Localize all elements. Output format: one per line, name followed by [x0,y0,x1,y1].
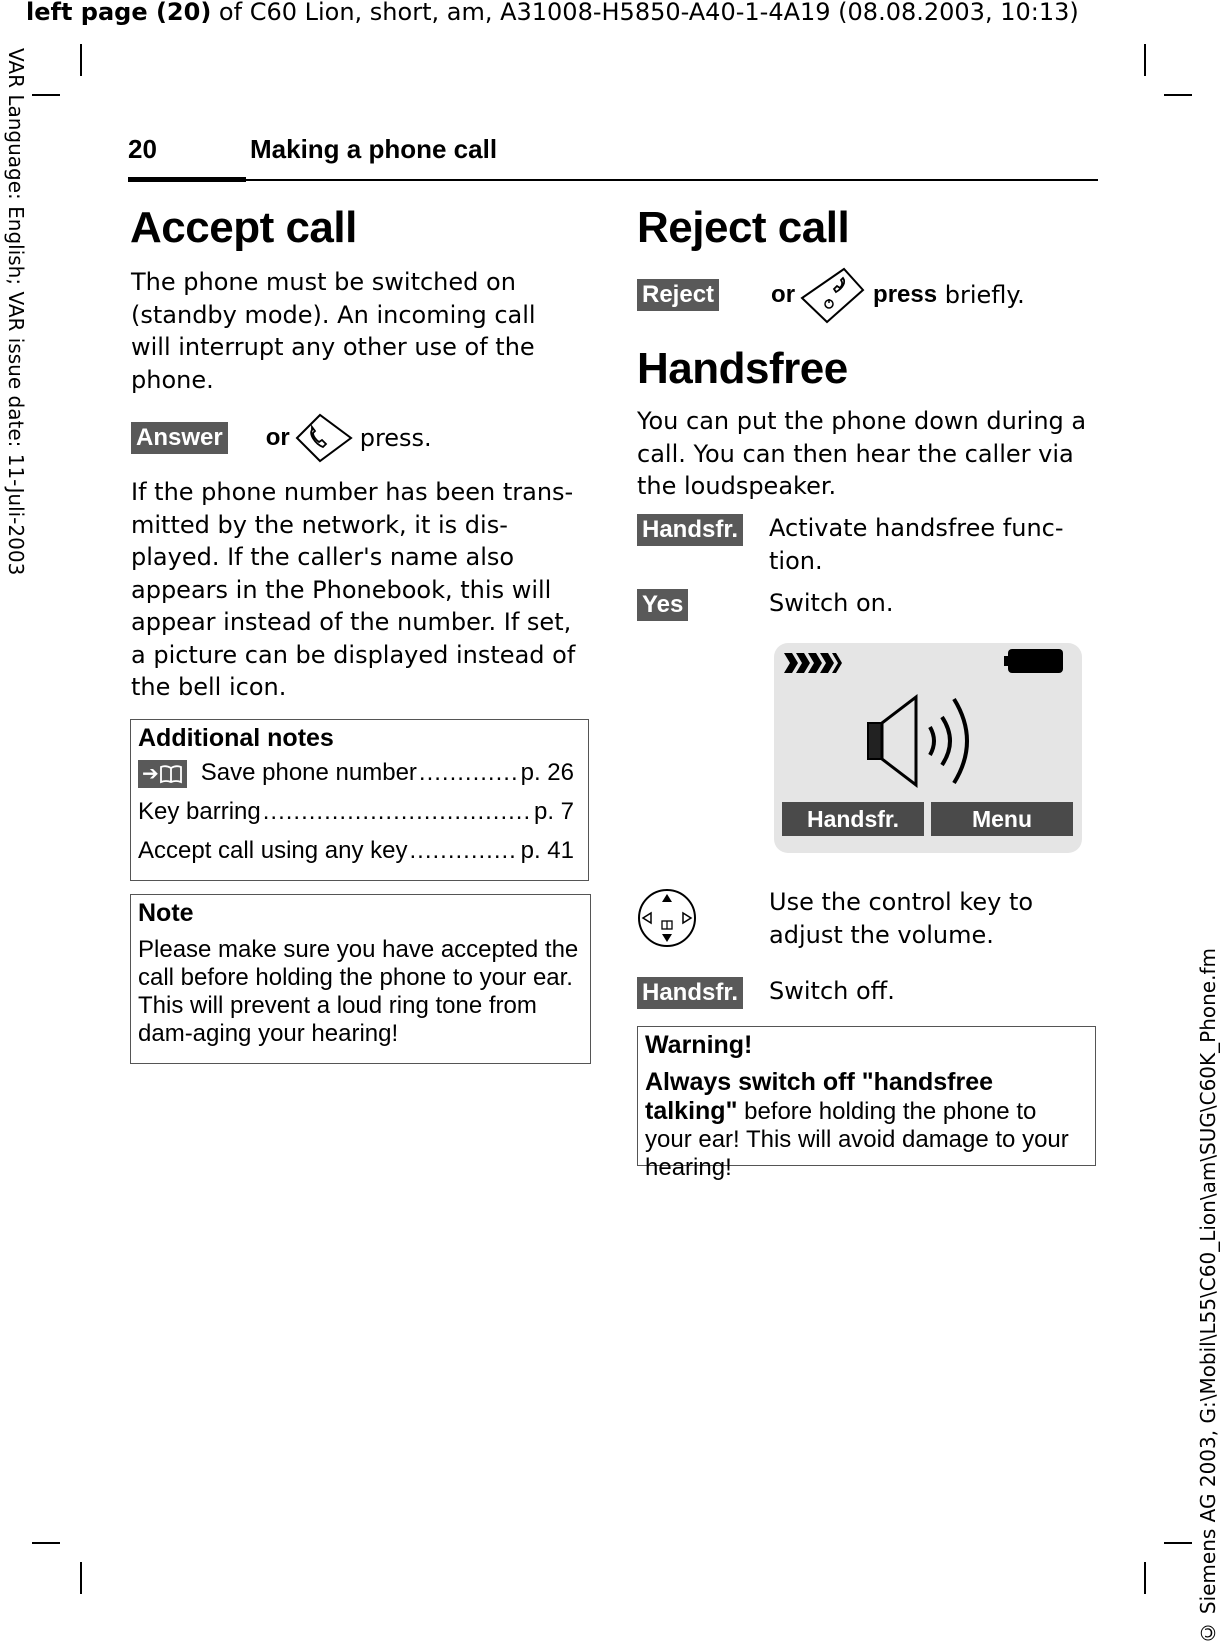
reject-row [637,266,1025,324]
crop-mark [1144,1562,1146,1594]
note-text: Please make sure you have accepted the call before holding the phone to your ear. This will prevent a loud ring tone from dam-aging your hearing! [138,936,579,1047]
display-softkey-menu[interactable]: Menu [931,802,1073,836]
crop-mark [1164,94,1192,96]
additional-notes-title: Additional notes [138,724,334,752]
note-item-accept-any-key[interactable] [138,837,574,876]
accept-call-body: If the phone number has been trans-mitted by the network, it is dis-played. If the caller's name also appears in the Phonebook, this will appear instead of the number. If set, a picture can be displayed instead of the bell icon. [131,478,576,701]
handsfree-step1-key-wrap [637,514,743,546]
note-box [130,894,591,1064]
press-text: press [873,281,938,308]
note-item-page: p. 7 [533,798,574,825]
print-info-rest: of C60 Lion, short, am, A31008-H5850-A40-1-4A19 (08.08.2003, 10:13) [211,0,1079,26]
note-item-page: p. 26 [520,759,574,786]
yes-softkey[interactable]: Yes [637,589,688,621]
warning-rest-text: before holding the phone to your ear! This will avoid damage to your hearing! [645,1098,1069,1181]
briefly-text: briefly. [937,281,1025,309]
note-title: Note [138,899,194,927]
phone-display [774,643,1082,853]
side-info-right [1190,900,1224,1644]
press-text: press. [359,424,432,452]
note-item-key-barring[interactable] [138,798,574,837]
note-item-label: Save phone number [200,759,417,786]
note-item-page: p. 41 [520,837,574,864]
additional-notes-box [130,719,589,881]
side-info-left [0,48,30,608]
yes-key-wrap [637,589,688,621]
answer-row [131,412,432,464]
page-title: Making a phone call [250,134,498,164]
header-rule [128,179,1098,181]
reject-call-heading: Reject call [637,203,850,252]
crop-mark [80,44,82,76]
handsfree-off-softkey[interactable]: Handsfr. [637,977,743,1009]
warning-title: Warning! [645,1031,753,1059]
leader-dots [263,798,532,826]
warning-text [645,1068,1089,1182]
or-text: or [771,281,796,308]
crop-mark [32,94,60,96]
call-key-icon[interactable] [294,412,354,464]
switch-on-text: Switch on. [769,589,894,617]
accept-call-intro: The phone must be switched on (standby mode). An incoming call will interrupt any other use of the phone. [131,268,536,394]
handsfree-step1-text: Activate handsfree func-tion. [769,514,1064,575]
reject-softkey[interactable]: Reject [637,279,719,311]
display-softkey-handsfree[interactable]: Handsfr. [782,802,924,836]
end-key-icon[interactable] [799,266,867,324]
handsfree-softkey[interactable]: Handsfr. [637,514,743,546]
print-info-bold: left page (20) [26,0,212,26]
crop-mark [1164,1542,1192,1544]
side-info-left-text: VAR Language: English; VAR issue date: 11-Juli-2003 [4,48,28,576]
note-item-label: Key barring [138,798,261,825]
switch-off-text: Switch off. [769,977,895,1005]
page-number: 20 [128,134,157,164]
signal-strength-icon [782,649,844,677]
side-info-right-text: © Siemens AG 2003, G:\Mobil\L55\C60_Lion\am\SUG\C60K_Phone.fm [1196,947,1220,1644]
control-key-icon[interactable] [637,888,697,948]
handsfree-intro: You can put the phone down during a call. You can then hear the caller via the loudspeaker. [637,407,1087,500]
leader-dots [409,837,518,865]
battery-icon [1004,647,1064,675]
accept-call-heading: Accept call [130,203,357,252]
warning-bold-text: Always switch off "handsfree talking" [645,1068,994,1125]
leader-dots [419,759,519,787]
note-item-label: Accept call using any key [138,837,408,864]
crop-mark [32,1542,60,1544]
handsfree-step4-key-wrap [637,977,743,1009]
warning-box [637,1026,1096,1181]
handsfree-heading: Handsfree [637,344,848,393]
print-info-line [26,0,1079,26]
note-item-save-phone-number[interactable] [138,759,574,798]
volume-text: Use the control key to adjust the volume. [769,888,1034,949]
phonebook-reference-icon: ➔ [138,760,187,788]
crop-mark [1144,44,1146,76]
or-text: or [265,424,290,451]
crop-mark [80,1562,82,1594]
speaker-icon [866,693,986,789]
answer-softkey[interactable]: Answer [131,422,228,454]
header-rule-thick [128,177,246,182]
